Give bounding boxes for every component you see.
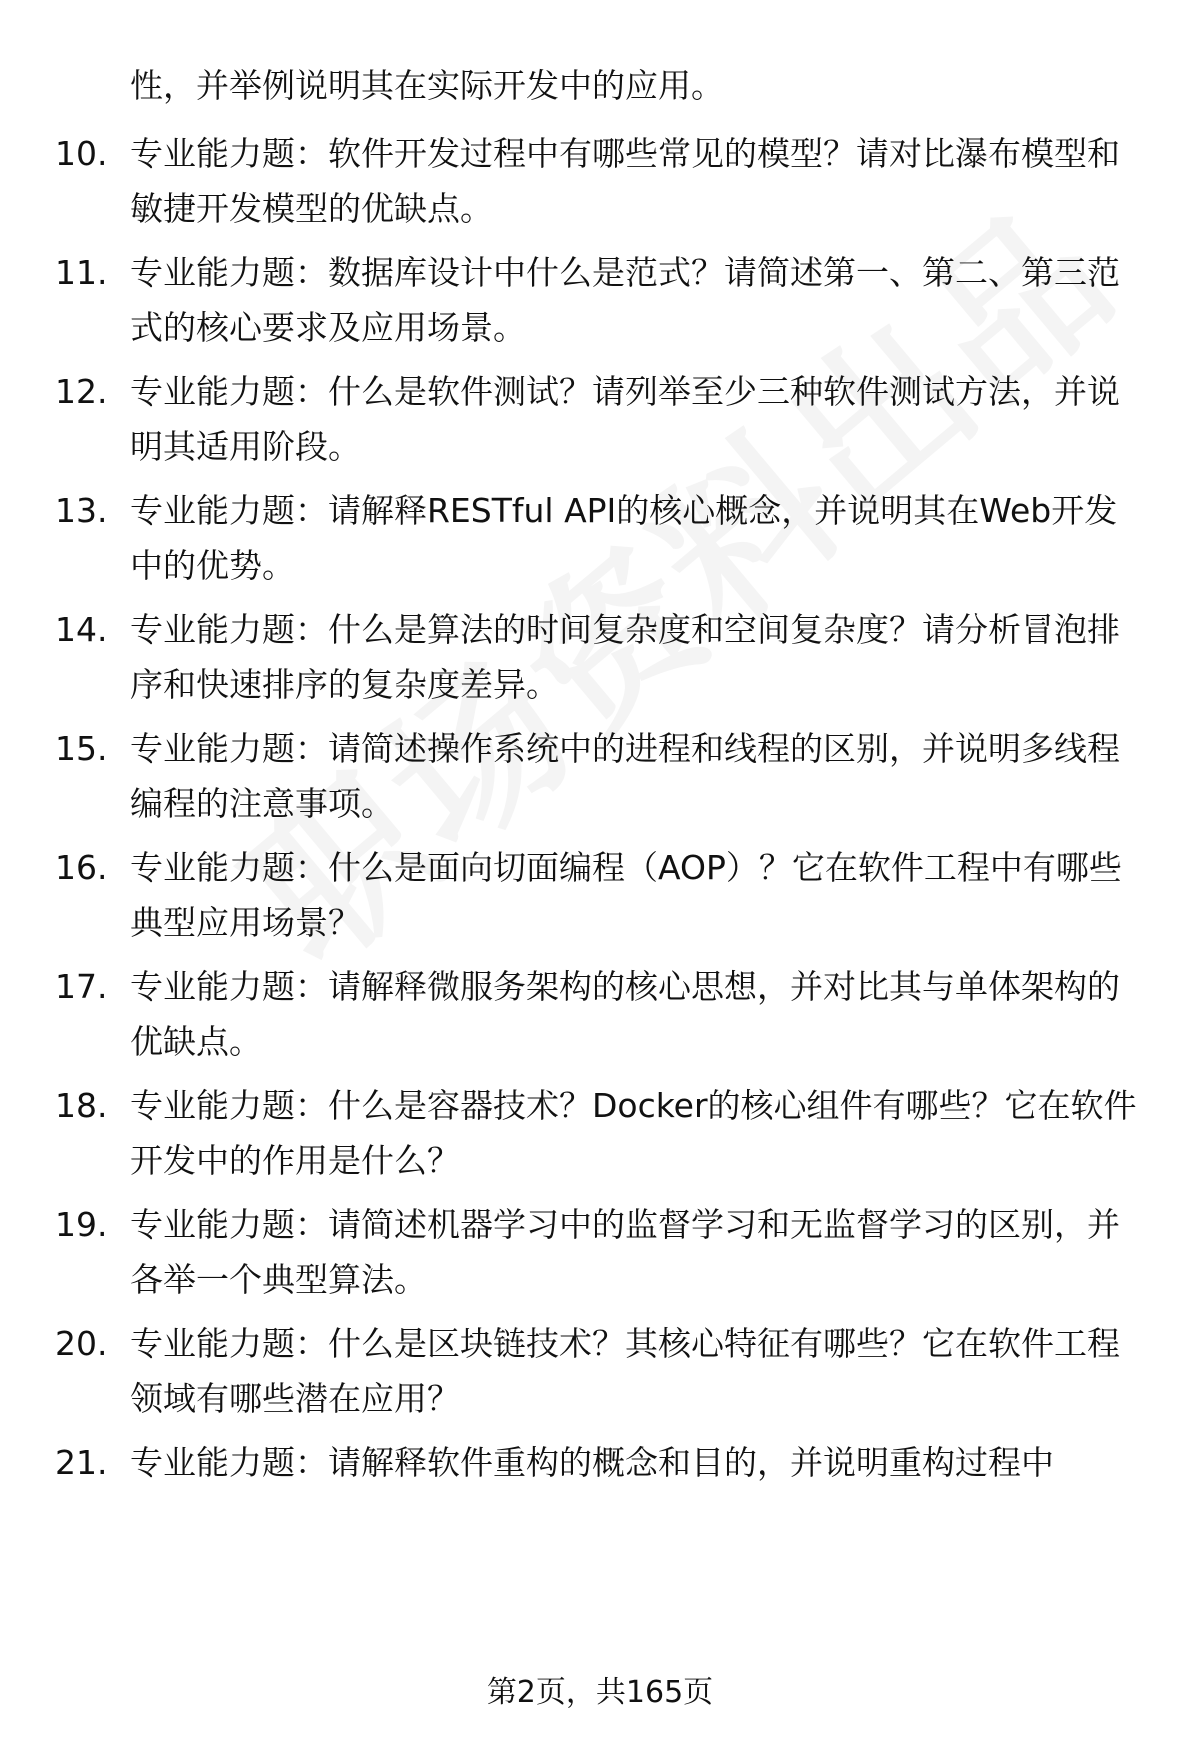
item-number: 12.	[55, 372, 108, 411]
item-number: 10.	[55, 134, 108, 173]
item-text: 专业能力题：请解释微服务架构的核心思想，并对比其与单体架构的优缺点。	[130, 967, 1120, 1061]
list-item	[55, 245, 1155, 355]
list-item	[55, 602, 1155, 712]
item-text: 专业能力题：软件开发过程中有哪些常见的模型？请对比瀑布模型和敏捷开发模型的优缺点。	[130, 134, 1120, 228]
item-text: 专业能力题：请解释RESTful API的核心概念，并说明其在Web开发中的优势。	[130, 491, 1118, 585]
item-number: 19.	[55, 1205, 108, 1244]
list-item	[55, 1197, 1155, 1307]
item-number: 20.	[55, 1324, 108, 1363]
list-item	[55, 959, 1155, 1069]
page-footer: 第2页，共165页	[486, 1675, 714, 1710]
item-number: 13.	[55, 491, 108, 530]
item-number: 15.	[55, 729, 108, 768]
list-item	[55, 483, 1155, 593]
item-text: 专业能力题：请解释软件重构的概念和目的，并说明重构过程中	[130, 1443, 1054, 1482]
list-item	[55, 840, 1155, 950]
item-number: 16.	[55, 848, 108, 887]
item-text: 专业能力题：请简述机器学习中的监督学习和无监督学习的区别，并各举一个典型算法。	[130, 1205, 1120, 1299]
item-number: 11.	[55, 253, 108, 292]
item-text: 专业能力题：什么是软件测试？请列举至少三种软件测试方法，并说明其适用阶段。	[130, 372, 1120, 466]
item-number: 17.	[55, 967, 108, 1006]
item-text: 专业能力题：什么是容器技术？Docker的核心组件有哪些？它在软件开发中的作用是什么？	[130, 1086, 1137, 1180]
item-number: 18.	[55, 1086, 108, 1125]
list-item	[55, 721, 1155, 831]
list-item	[55, 126, 1155, 236]
item-text: 专业能力题：什么是算法的时间复杂度和空间复杂度？请分析冒泡排序和快速排序的复杂度差异。	[130, 610, 1120, 704]
list-item	[55, 1078, 1155, 1188]
item-text: 专业能力题：数据库设计中什么是范式？请简述第一、第二、第三范式的核心要求及应用场景。	[130, 253, 1120, 347]
continuation-text: 性，并举例说明其在实际开发中的应用。	[130, 66, 724, 105]
item-number: 21.	[55, 1443, 108, 1482]
item-text: 专业能力题：什么是面向切面编程（AOP）？它在软件工程中有哪些典型应用场景？	[130, 848, 1122, 942]
list-item	[55, 1435, 1155, 1490]
item-number: 14.	[55, 610, 108, 649]
list-item	[55, 1316, 1155, 1426]
item-text: 专业能力题：什么是区块链技术？其核心特征有哪些？它在软件工程领域有哪些潜在应用？	[130, 1324, 1120, 1418]
list-item	[55, 364, 1155, 474]
item-text: 专业能力题：请简述操作系统中的进程和线程的区别，并说明多线程编程的注意事项。	[130, 729, 1120, 823]
